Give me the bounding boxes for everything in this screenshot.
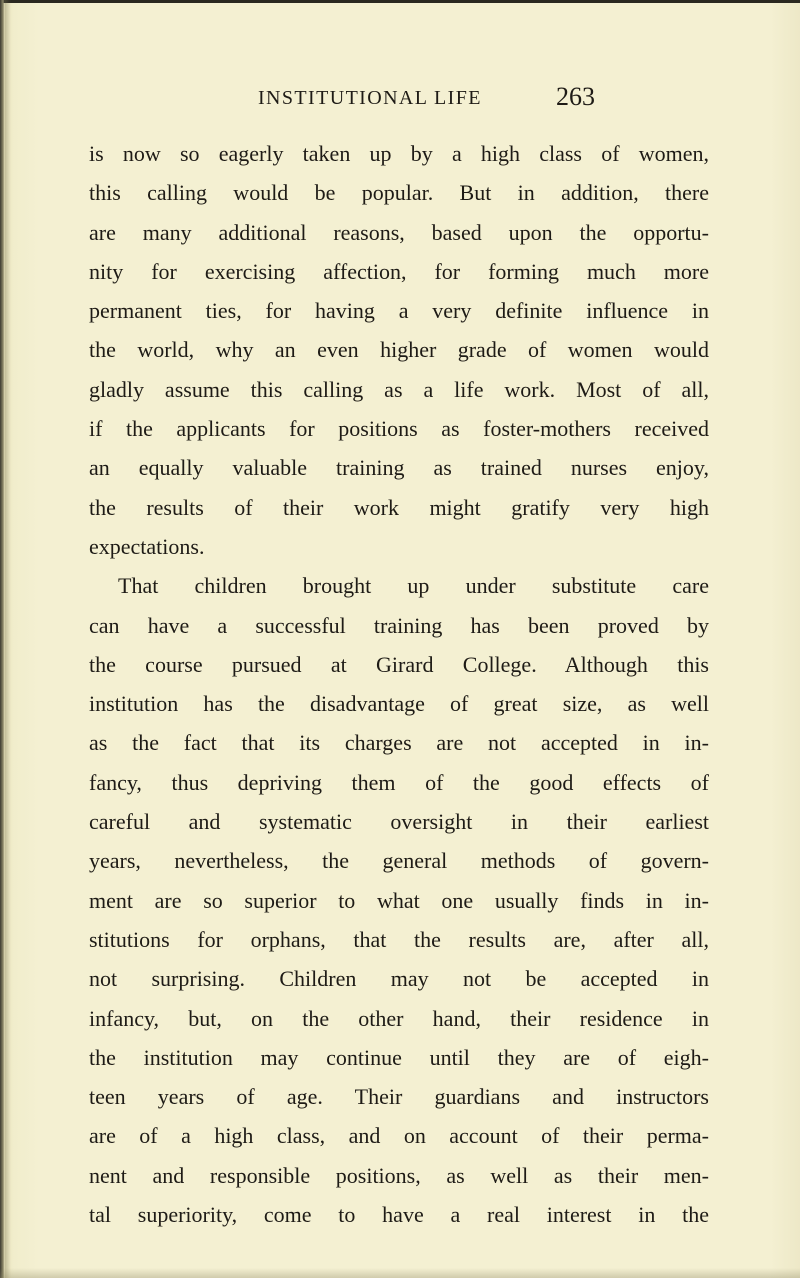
text-line: are of a high class, and on account of their perma- bbox=[89, 1123, 709, 1149]
paragraph-end-line: expectations. bbox=[89, 533, 205, 559]
binding-shadow bbox=[5, 0, 11, 1278]
text-line: the world, why an even higher grade of women would bbox=[89, 337, 709, 363]
page-header bbox=[238, 83, 648, 119]
text-line: this calling would be popular. But in addition, there bbox=[89, 180, 709, 206]
text-line: not surprising. Children may not be accepted in bbox=[89, 966, 709, 992]
text-line: are many additional reasons, based upon the opportu- bbox=[89, 219, 709, 245]
text-line: gladly assume this calling as a life work. Most of all, bbox=[89, 376, 709, 402]
text-line: the institution may continue until they are of eigh- bbox=[89, 1044, 709, 1070]
text-line: an equally valuable training as trained nurses enjoy, bbox=[89, 455, 709, 481]
text-line: nent and responsible positions, as well as their men- bbox=[89, 1162, 709, 1188]
text-line: can have a successful training has been proved by bbox=[89, 612, 709, 638]
text-line: years, nevertheless, the general methods of govern- bbox=[89, 848, 709, 874]
text-line: fancy, thus depriving them of the good effects of bbox=[89, 769, 709, 795]
body-text bbox=[89, 134, 709, 1234]
running-title: INSTITUTIONAL LIFE bbox=[258, 87, 482, 109]
text-line: nity for exercising affection, for forming much more bbox=[89, 258, 709, 284]
text-line: tal superiority, come to have a real interest in the bbox=[89, 1202, 709, 1228]
text-line: institution has the disadvantage of great size, as well bbox=[89, 691, 709, 717]
text-line: ment are so superior to what one usually finds in in- bbox=[89, 887, 709, 913]
text-line: careful and systematic oversight in their earliest bbox=[89, 809, 709, 835]
text-line: permanent ties, for having a very definite influence in bbox=[89, 298, 709, 324]
text-line: teen years of age. Their guardians and instructors bbox=[89, 1084, 709, 1110]
text-line: the course pursued at Girard College. Although this bbox=[89, 651, 709, 677]
text-line: is now so eagerly taken up by a high class of women, bbox=[89, 141, 709, 166]
paragraph-start-line: That children brought up under substitute care bbox=[118, 573, 709, 599]
page-bottom-edge bbox=[0, 1268, 800, 1278]
page-top-edge bbox=[0, 0, 800, 3]
text-line: the results of their work might gratify very high bbox=[89, 494, 709, 520]
text-line: as the fact that its charges are not accepted in in- bbox=[89, 730, 709, 756]
text-line: infancy, but, on the other hand, their residence in bbox=[89, 1005, 709, 1031]
text-line: if the applicants for positions as foster-mothers received bbox=[89, 416, 709, 442]
text-line: stitutions for orphans, that the results are, after all, bbox=[89, 926, 709, 952]
page-number: 263 bbox=[556, 82, 595, 111]
